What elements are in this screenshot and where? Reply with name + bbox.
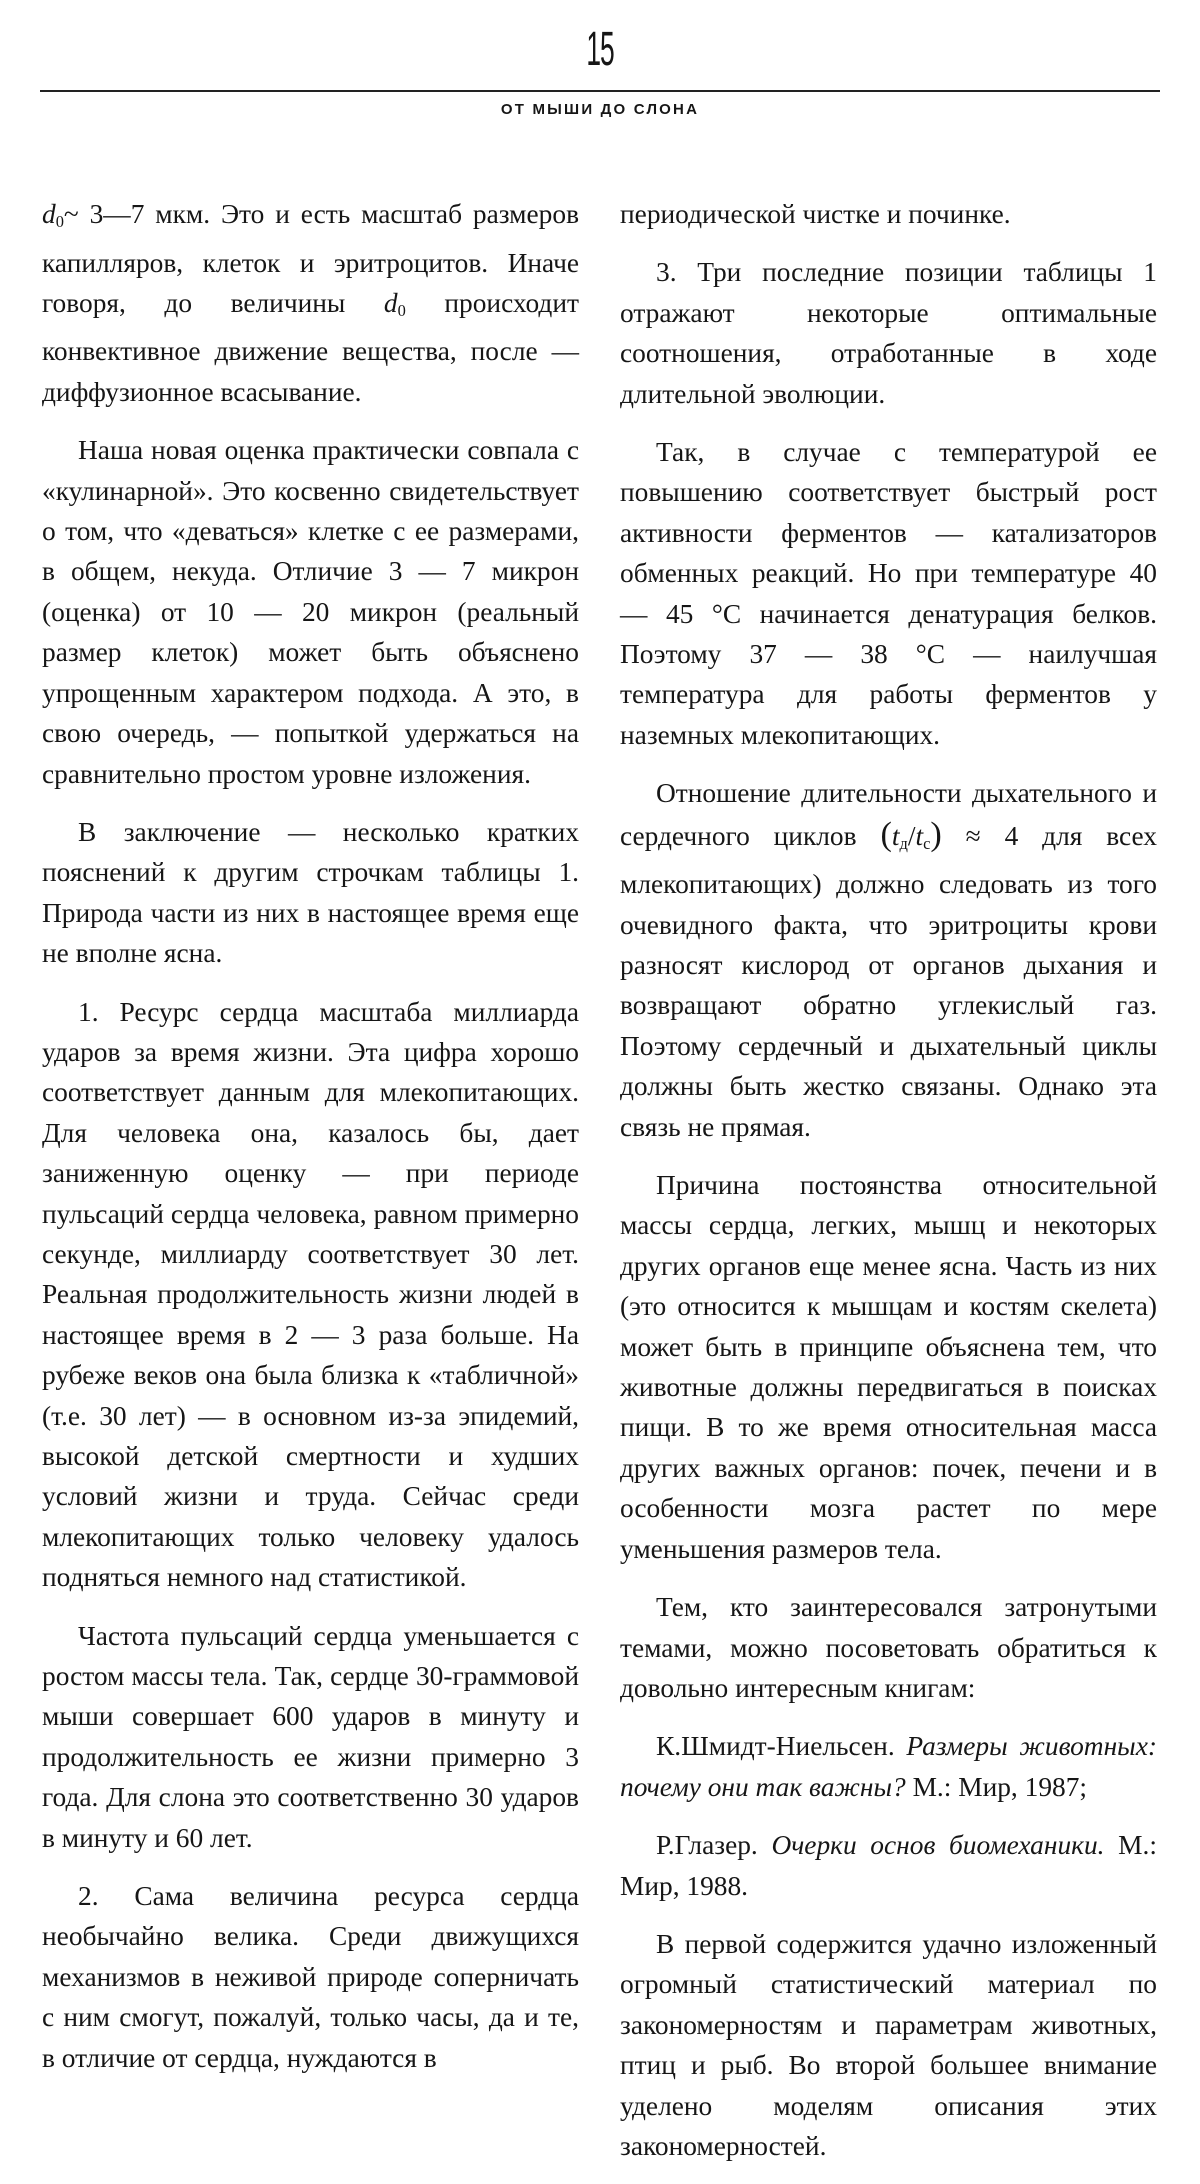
header-rule	[40, 90, 1160, 92]
paragraph: Частота пульсаций сердца уменьшается с ростом массы тела. Так, сердце 30-граммовой мыши совершает 600 ударов в минуту и продолжительность ее жизни примерно 3 года. Для слона это соответственно 30 ударов в минуту и 60 лет.	[42, 1620, 579, 1853]
reference: Р.Глазер. Очерки основ биомеханики. М.: Мир, 1988.	[620, 1830, 1157, 1901]
paragraph: периодической чистке и починке.	[620, 199, 1011, 229]
formula: $(t_д/t_с) \approx 4$	[880, 814, 1019, 853]
paragraph: Причина постоянства относительной массы сердца, легких, мышц и некоторых других органов еще менее ясна. Часть из них (это относится к мышцам и костям скелета) может быть в принципе объяснена тем, что животные должны передвигаться в поисках пищи. В то же время относительная масса других важных органов: почек, печени и в особенности мозга растет по мере уменьшения размеров тела.	[620, 1170, 1157, 1564]
paragraph: 1. Ресурс сердца масштаба миллиарда ударов за время жизни. Эта цифра хорошо соответствует данным для млекопитающих. Для человека она, казалось бы, дает заниженную оценку — при периоде пульсаций сердца человека, равном примерно секунде, миллиарду соответствует 30 лет. Реальная продолжительность жизни людей в настоящее время в 2 — 3 раза больше. На рубеже веков она была близка к «табличной» (т.е. 30 лет) — в основном из-за эпидемий, высокой детской смертности и худших условий жизни и труда. Сейчас среди млекопитающих только человеку удалось подняться немного над статистикой.	[42, 996, 579, 1593]
paragraph: В первой содержится удачно изложенный огромный статистический материал по закономерностям и параметрам животных, птиц и рыб. Во второй большее внимание уделено моделям описания этих закономерностей.	[620, 1928, 1157, 2161]
paragraph: Так, в случае с температурой ее повышению соответствует быстрый рост активности ферментов — катализаторов обменных реакций. Но при температуре 40 — 45 °С начинается денатурация белков. Поэтому 37 — 38 °С — наилучшая температура для работы ферментов у наземных млекопитающих.	[620, 437, 1157, 750]
left-column	[42, 194, 579, 2096]
paragraph: В заключение — несколько кратких пояснений к другим строчкам таблицы 1. Природа части из них в настоящее время еще не вполне ясна.	[42, 816, 579, 969]
paragraph: $d_0\sim$ 3—7 мкм. Это и есть масштаб размеров капилляров, клеток и эритроцитов. Иначе говоря, до величины $d_0$ происходит конвективное движение вещества, после — диффузионное всасывание.	[42, 199, 579, 407]
running-title: ОТ МЫШИ ДО СЛОНА	[500, 101, 700, 118]
paragraph-with-formula: Отношение длительности дыхательного и сердечного циклов $(t_д/t_с) \approx 4$ для всех млекопитающих) должно следовать из того очевидного факта, что эритроциты крови разносят кислород от органов дыхания и возвращают обратно углекислый газ. Поэтому сердечный и дыхательный циклы должны быть жестко связаны. Однако эта связь не прямая.	[620, 778, 1158, 1142]
page-number: 15	[586, 23, 614, 76]
paragraph: Тем, кто заинтересовался затронутыми темами, можно посоветовать обратиться к довольно интересным книгам:	[620, 1592, 1157, 1703]
right-column	[620, 194, 1157, 2184]
reference: К.Шмидт-Ниельсен. Размеры животных: почему они так важны? М.: Мир, 1987;	[620, 1731, 1157, 1802]
paragraph: 3. Три последние позиции таблицы 1 отражают некоторые оптимальные соотношения, отработанные в ходе длительной эволюции.	[620, 257, 1157, 409]
paragraph: Наша новая оценка практически совпала с «кулинарной». Это косвенно свидетельствует о том, что «деваться» клетке с ее размерами, в общем, некуда. Отличие 3 — 7 микрон (оценка) от 10 — 20 микрон (реальный размер клеток) может быть объяснено упрощенным характером подхода. А это, в свою очередь, — попыткой удержаться на сравнительно простом уровне изложения.	[42, 435, 579, 789]
paragraph: 2. Сама величина ресурса сердца необычайно велика. Среди движущихся механизмов в неживой природе соперничать с ним смогут, пожалуй, только часы, да и те, в отличие от сердца, нуждаются в	[42, 1881, 579, 2073]
